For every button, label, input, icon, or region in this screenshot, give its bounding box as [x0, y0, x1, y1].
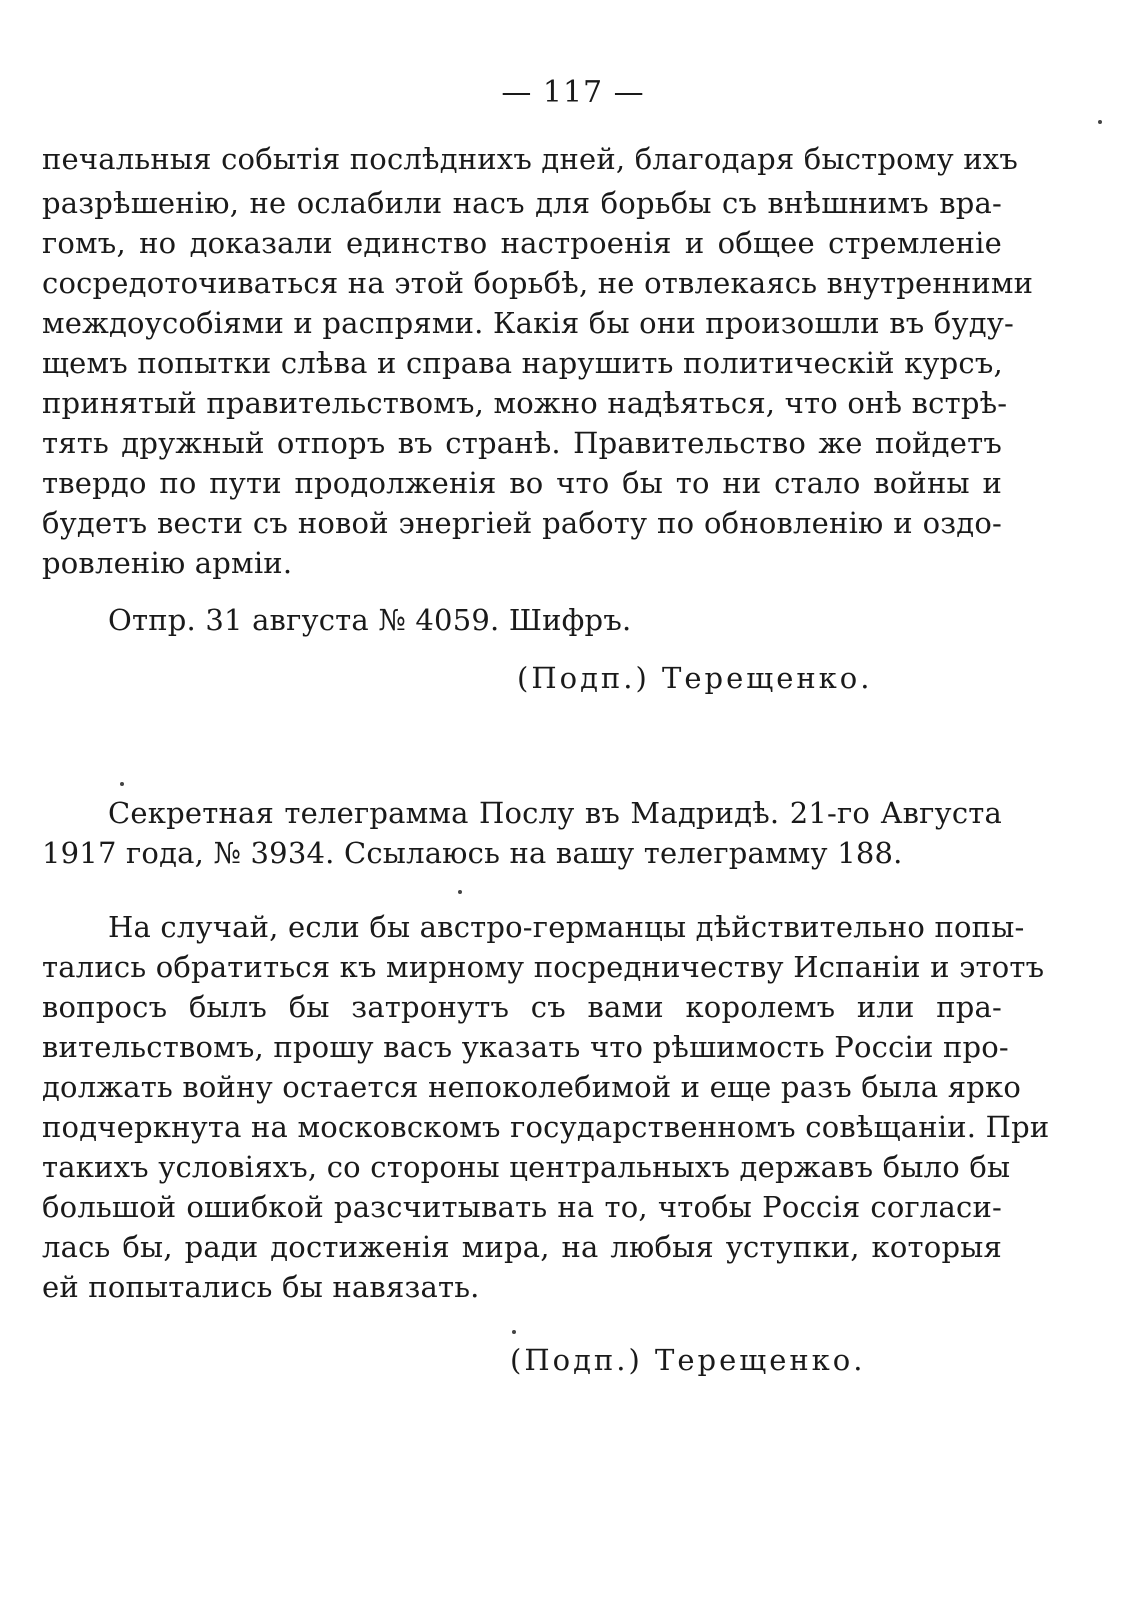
text-line: вительствомъ, прошу васъ указать что рѣшимость Россіи про-: [42, 1030, 1009, 1064]
text-line: твердо по пути продолженія во что бы то ни стало войны и: [42, 466, 1002, 500]
scan-speck: [512, 1330, 516, 1334]
dispatch-note: Отпр. 31 августа № 4059. Шифръ.: [108, 603, 632, 637]
text-line: На случай, если бы австро-германцы дѣйствительно попы-: [108, 910, 1025, 944]
signature: (Подп.) Терещенко.: [517, 661, 873, 695]
text-line: такихъ условіяхъ, со стороны центральныхъ державъ было бы: [42, 1150, 1011, 1184]
text-line: вопросъ былъ бы затронутъ съ вами королемъ или пра-: [42, 990, 1002, 1024]
text-line: тять дружный отпоръ въ странѣ. Правительство же пойдетъ: [42, 426, 1002, 460]
scan-speck: [1098, 120, 1102, 124]
text-line: будетъ вести съ новой энергіей работу по обновленію и оздо-: [42, 506, 1002, 540]
text-line: ровленію арміи.: [42, 546, 293, 580]
page-number: — 117 —: [501, 75, 645, 110]
text-line: лась бы, ради достиженія мира, на любыя уступки, которыя: [42, 1230, 1002, 1264]
text-line: междоусобіями и распрями. Какія бы они произошли въ буду-: [42, 306, 1015, 340]
text-line: подчеркнута на московскомъ государственномъ совѣщаніи. При: [42, 1110, 1050, 1144]
text-line: ей попытались бы навязать.: [42, 1270, 480, 1304]
telegram-header-line: 1917 года, № 3934. Ссылаюсь на вашу телеграмму 188.: [42, 836, 903, 870]
text-line: принятый правительствомъ, можно надѣяться, что онѣ встрѣ-: [42, 386, 1008, 420]
text-line: большой ошибкой разсчитывать на то, чтобы Россія согласи-: [42, 1190, 1002, 1224]
telegram-header-line: Секретная телеграмма Послу въ Мадридѣ. 21-го Августа: [108, 796, 1002, 830]
text-line: печальныя событія послѣднихъ дней, благодаря быстрому ихъ: [42, 142, 1019, 176]
scan-speck: [120, 782, 124, 786]
text-line: должать войну остается непоколебимой и еще разъ была ярко: [42, 1070, 1021, 1104]
text-line: гомъ, но доказали единство настроенія и общее стремленіе: [42, 226, 1002, 260]
scan-speck: [458, 890, 462, 894]
text-line: сосредоточиваться на этой борьбѣ, не отвлекаясь внутренними: [42, 266, 1034, 300]
signature: (Подп.) Терещенко.: [510, 1343, 866, 1377]
text-line: разрѣшенію, не ослабили насъ для борьбы съ внѣшнимъ вра-: [42, 186, 1002, 220]
text-line: тались обратиться къ мирному посредничеству Испаніи и этотъ: [42, 950, 1045, 984]
text-line: щемъ попытки слѣва и справа нарушить политическій курсъ,: [42, 346, 1003, 380]
